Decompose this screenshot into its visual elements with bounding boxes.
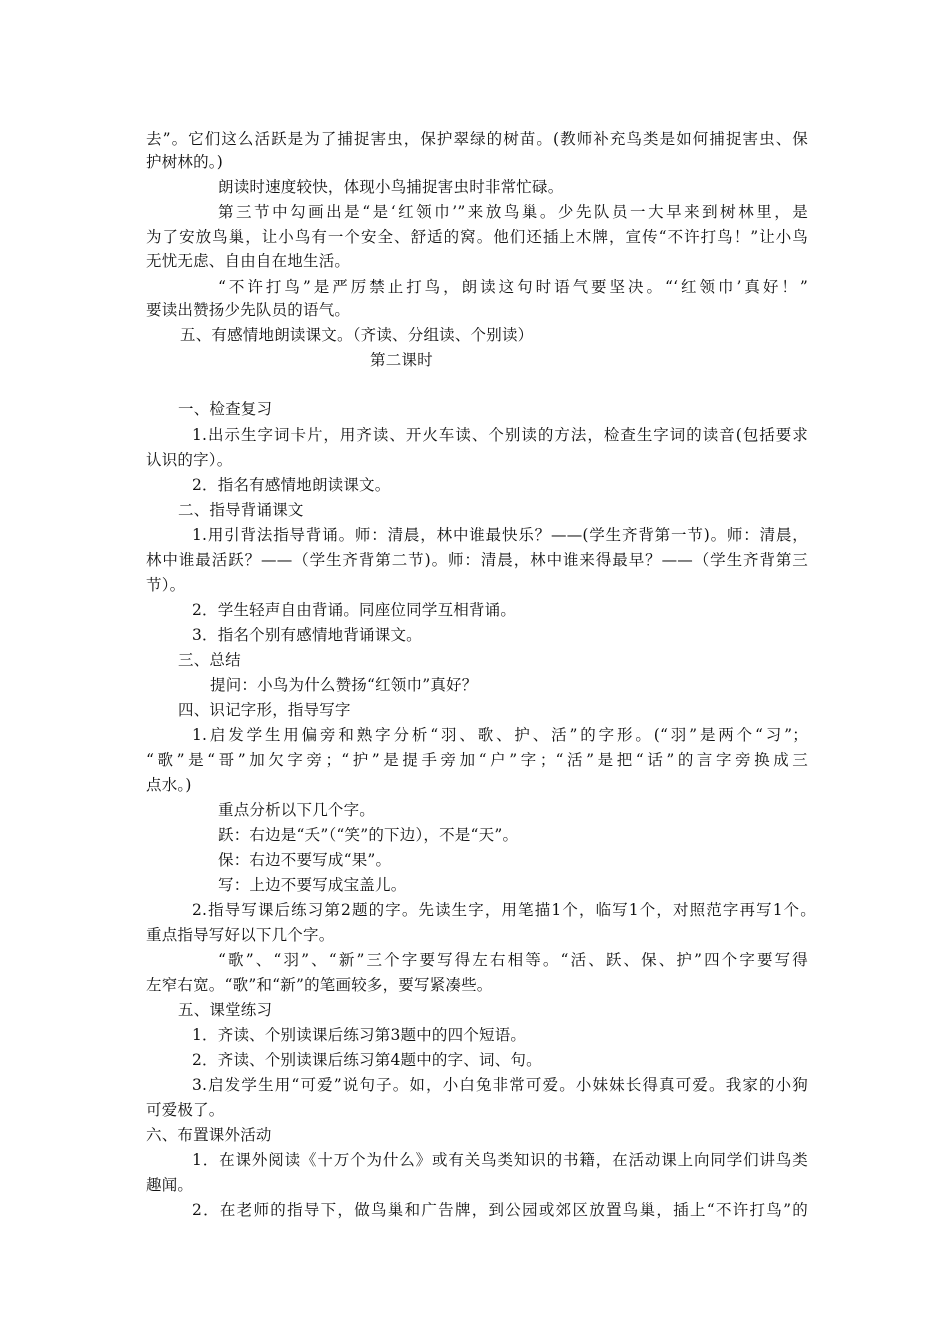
text-line: 1．在课外阅读《十万个为什么》或有关鸟类知识的书籍，在活动课上向同学们讲鸟类 [192, 1151, 808, 1169]
text-line: “不许打鸟”是严厉禁止打鸟，朗读这句时语气要坚决。“‘红领巾’真好！” [218, 278, 808, 296]
text-line: 写：上边不要写成宝盖儿。 [218, 876, 407, 894]
text-line: 3.启发学生用“可爱”说句子。如，小白兔非常可爱。小妹妹长得真可爱。我家的小狗 [192, 1076, 808, 1094]
section-heading: 四、识记字形，指导写字 [178, 701, 351, 719]
text-line: 第三节中勾画出是“是‘红领巾’”来放鸟巢。少先队员一大早来到树林里，是 [218, 203, 808, 221]
text-line: 2．在老师的指导下，做鸟巢和广告牌，到公园或郊区放置鸟巢，插上“不许打鸟”的 [192, 1201, 808, 1219]
text-line: 林中谁最活跃？——（学生齐背第二节)。师：清晨，林中谁来得最早？——（学生齐背第三 [146, 551, 808, 569]
text-line: 朗读时速度较快，体现小鸟捕捉害虫时非常忙碌。 [218, 178, 564, 196]
text-line: “歌”、“羽”、“新”三个字要写得左右相等。“活、跃、保、护”四个字要写得 [218, 951, 808, 969]
section-heading: 一、检查复习 [178, 400, 273, 418]
text-line: “歌”是“哥”加欠字旁；“护”是提手旁加“户”字；“活”是把“话”的言字旁换成三 [146, 751, 808, 769]
section-heading: 五、课堂练习 [178, 1001, 273, 1019]
text-line: 3．指名个别有感情地背诵课文。 [192, 626, 422, 644]
text-line: 护树林的。) [146, 153, 223, 171]
text-line: 节）。 [146, 576, 186, 594]
text-line: 重点指导写好以下几个字。 [146, 926, 335, 944]
section-heading: 五、有感情地朗读课文。（齐读、分组读、个别读） [180, 326, 534, 344]
text-line: 要读出赞扬少先队员的语气。 [146, 301, 351, 319]
text-line: 1.出示生字词卡片，用齐读、开火车读、个别读的方法，检查生字词的读音(包括要求 [192, 426, 808, 444]
text-line: 左窄右宽。“歌”和“新”的笔画较多，要写紧凑些。 [146, 976, 493, 994]
text-line: 2．学生轻声自由背诵。同座位同学互相背诵。 [192, 601, 517, 619]
text-line: 去”。它们这么活跃是为了捕捉害虫，保护翠绿的树苗。(教师补充鸟类是如何捕捉害虫、保 [146, 130, 808, 148]
text-line: 2．指名有感情地朗读课文。 [192, 476, 391, 494]
text-line: 提问：小鸟为什么赞扬“红领巾”真好？ [210, 676, 478, 694]
text-line: 为了安放鸟巢，让小鸟有一个安全、舒适的窝。他们还插上木牌，宣传“不许打鸟！”让小鸟 [146, 228, 808, 246]
lesson-title: 第二课时 [370, 351, 433, 369]
text-line: 1.用引背法指导背诵。师：清晨，林中谁最快乐？——(学生齐背第一节)。师：清晨， [192, 526, 808, 544]
text-line: 认识的字）。 [146, 451, 233, 469]
text-line: 2.指导写课后练习第2题的字。先读生字，用笔描1个，临写1个，对照范字再写1个。 [192, 901, 816, 919]
text-line: 可爱极了。 [146, 1101, 225, 1119]
section-heading: 二、指导背诵课文 [178, 501, 304, 519]
text-line: 2．齐读、个别读课后练习第4题中的字、词、句。 [192, 1051, 542, 1069]
text-line: 重点分析以下几个字。 [218, 801, 376, 819]
text-line: 趣闻。 [146, 1176, 194, 1194]
text-line: 跃：右边是“夭”（“笑”的下边），不是“天”。 [218, 826, 519, 844]
text-line: 保：右边不要写成“果”。 [218, 851, 392, 869]
text-line: 无忧无虑、自由自在地生活。 [146, 252, 351, 270]
section-heading: 三、总结 [178, 651, 241, 669]
text-line: 1．齐读、个别读课后练习第3题中的四个短语。 [192, 1026, 527, 1044]
text-line: 1.启发学生用偏旁和熟字分析“羽、歌、护、活”的字形。(“羽”是两个“习”； [192, 726, 808, 744]
section-heading: 六、布置课外活动 [146, 1126, 272, 1144]
text-line: 点水。) [146, 776, 192, 794]
